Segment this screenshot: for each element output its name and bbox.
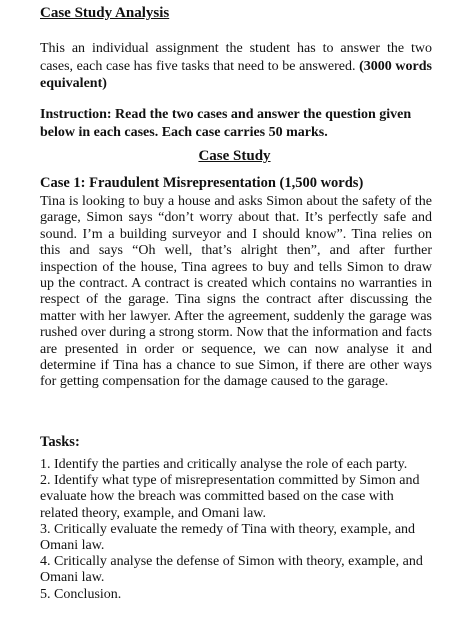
intro-paragraph <box>40 40 432 93</box>
task-item: 1. Identify the parties and critically analyse the role of each party. <box>40 457 408 472</box>
case-study-heading-text: Case Study <box>198 148 271 164</box>
intro-text: This an individual assignment the student has to answer the two cases, each case has five tasks that need to be answered. <box>40 41 432 74</box>
task-item: 3. Critically evaluate the remedy of Tina with theory, example, and Omani law. <box>40 521 416 554</box>
task-item: 5. Conclusion. <box>40 586 122 602</box>
case-1-title: Case 1: Fraudulent Misrepresentation (1,500 words) <box>40 175 364 191</box>
tasks-heading: Tasks: <box>40 434 80 450</box>
document-title: Case Study Analysis <box>40 5 170 21</box>
word-count-note: (3000 words equivalent) <box>40 58 432 91</box>
case-study-heading <box>0 147 474 165</box>
task-item: 2. Identify what type of misrepresentation committed by Simon and evaluate how the breach was committed based on the case with related theory, example, and Omani law. <box>40 473 420 521</box>
tasks-list <box>40 457 432 603</box>
case-1-body: Tina is looking to buy a house and asks Simon about the safety of the garage, Simon says “don’t worry about that. It’s perfectly safe and sound. I’m a building surveyor and I should know”. Tina relies on this and says “Oh well, that’s alright then”, and after further inspection of the house, Tina agrees to buy and tells Simon to draw up the contract. A contract is created which contains no warranties in respect of the garage. Tina signs the contract after discussing the matter with her lawyer. After the agreement, suddenly the garage was rushed over during a strong storm. Now that the information and facts are presented in order or sequence, we can now analyse it and determine if Tina has a chance to sue Simon, if there are other ways for getting compensation for the damage caused to the garage. <box>40 194 432 390</box>
task-item: 4. Critically analyse the defense of Simon with theory, example, and Omani law. <box>40 554 423 586</box>
instruction-paragraph: Instruction: Read the two cases and answer the question given below in each cases. Each case carries 50 marks. <box>40 107 412 140</box>
